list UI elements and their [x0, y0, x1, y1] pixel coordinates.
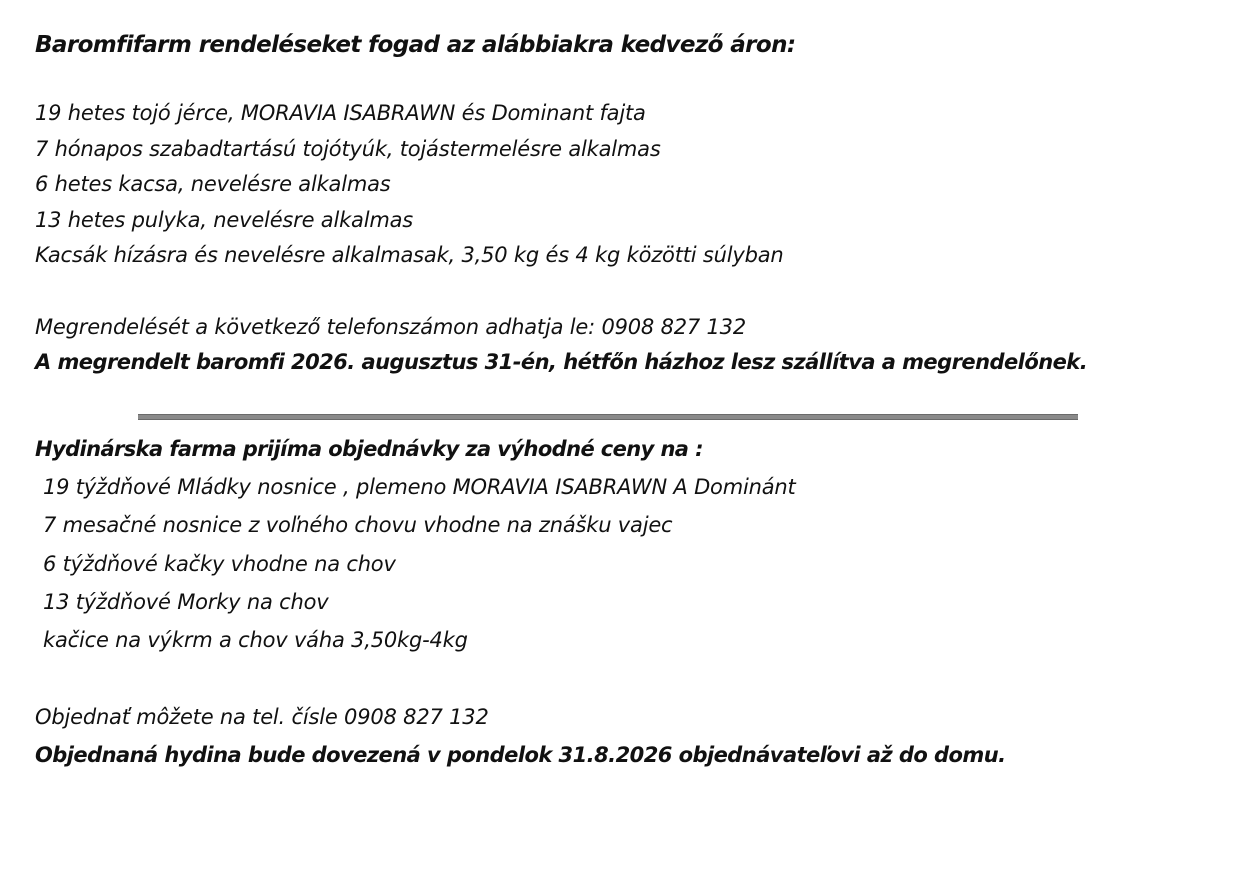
hungarian-item: 13 hetes pulyka, nevelésre alkalmas — [35, 208, 414, 232]
section-divider — [138, 414, 1078, 420]
slovak-order-info: Objednať môžete na tel. čísle 0908 827 132 — [35, 705, 489, 729]
hungarian-item: 6 hetes kacsa, nevelésre alkalmas — [35, 172, 391, 196]
hungarian-delivery-info: A megrendelt baromfi 2026. augusztus 31-én, hétfőn házhoz lesz szállítva a megrendelőnek. — [35, 350, 1088, 374]
slovak-delivery-info: Objednaná hydina bude dovezená v pondelok 31.8.2026 objednávateľovi až do domu. — [35, 743, 1006, 767]
hungarian-item: 7 hónapos szabadtartású tojótyúk, tojástermelésre alkalmas — [35, 137, 661, 161]
hungarian-order-info: Megrendelését a következő telefonszámon adhatja le: 0908 827 132 — [35, 315, 747, 339]
hungarian-title: Baromfifarm rendeléseket fogad az alábbiakra kedvező áron: — [35, 32, 796, 58]
hungarian-item: Kacsák hízásra és nevelésre alkalmasak, 3,50 kg és 4 kg közötti súlyban — [35, 243, 784, 267]
slovak-item: kačice na výkrm a chov váha 3,50kg-4kg — [43, 628, 468, 652]
slovak-item: 19 týždňové Mládky nosnice , plemeno MORAVIA ISABRAWN A Dominánt — [43, 475, 796, 499]
slovak-item: 6 týždňové kačky vhodne na chov — [43, 552, 396, 576]
slovak-item: 7 mesačné nosnice z voľného chovu vhodne na znášku vajec — [43, 513, 673, 537]
hungarian-item: 19 hetes tojó jérce, MORAVIA ISABRAWN és Dominant fajta — [35, 101, 646, 125]
slovak-item: 13 týždňové Morky na chov — [43, 590, 329, 614]
slovak-title: Hydinárska farma prijíma objednávky za výhodné ceny na : — [35, 437, 703, 461]
